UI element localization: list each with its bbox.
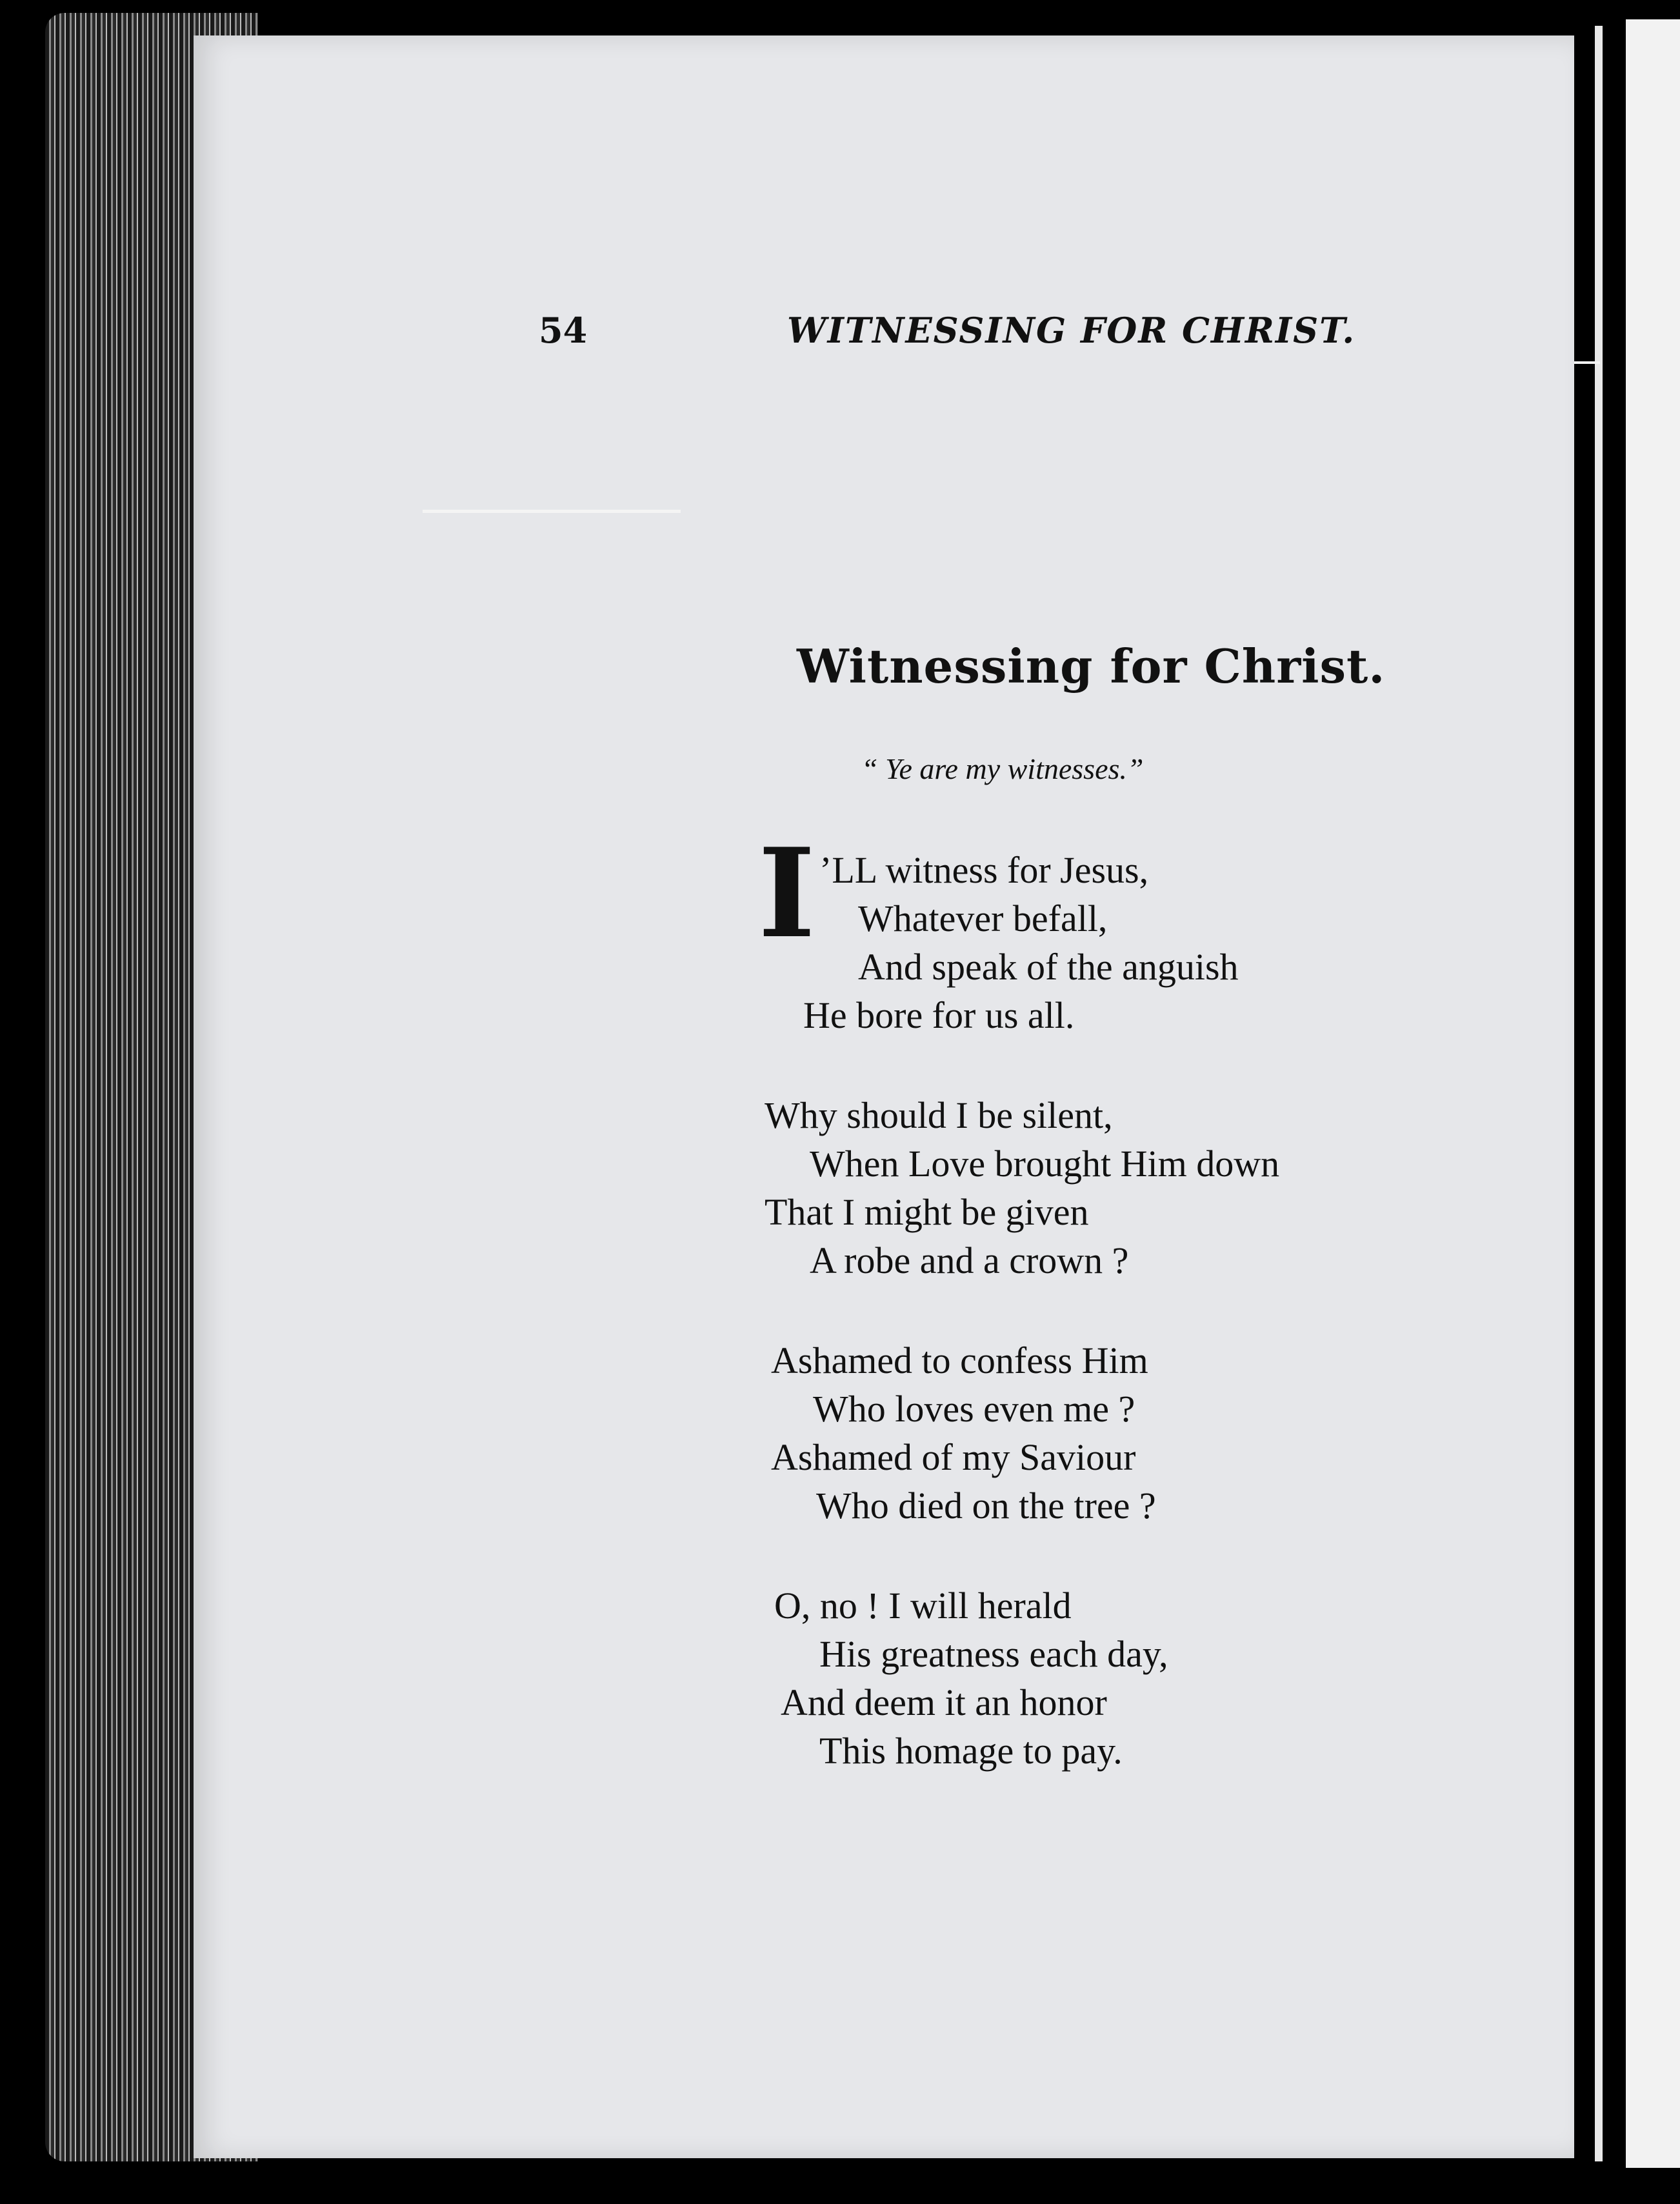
poem-line: Whatever befall,: [858, 897, 1108, 939]
scratch-mark: [1574, 361, 1600, 364]
poem-line: He bore for us all.: [803, 994, 1075, 1036]
poem-line: His greatness each day,: [819, 1633, 1168, 1675]
poem-line: And speak of the anguish: [858, 946, 1239, 988]
facing-page-edge: [1626, 19, 1680, 2168]
poem-line: Ashamed to confess Him: [771, 1339, 1148, 1381]
poem-line: That I might be given: [765, 1191, 1089, 1233]
page-number: 54: [539, 310, 588, 351]
poem-line: When Love brought Him down: [810, 1143, 1280, 1185]
poem-line: This homage to pay.: [819, 1730, 1123, 1772]
drop-cap: I: [758, 821, 815, 965]
poem-title: Witnessing for Christ.: [797, 639, 1386, 694]
epigraph: “ Ye are my witnesses.”: [861, 752, 1144, 785]
poem-line: ’LL witness for Jesus,: [819, 849, 1149, 891]
poem-line: Who loves even me ?: [813, 1388, 1135, 1430]
poem-line: Why should I be silent,: [765, 1094, 1113, 1136]
running-title: WITNESSING FOR CHRIST.: [787, 310, 1356, 351]
poem-line: Ashamed of my Saviour: [771, 1436, 1136, 1478]
poem-line: And deem it an honor: [781, 1681, 1107, 1723]
poem-line: A robe and a crown ?: [810, 1239, 1129, 1281]
scratch-mark: [423, 510, 681, 513]
poem-line: O, no ! I will herald: [774, 1585, 1072, 1627]
poem-line: Who died on the tree ?: [816, 1485, 1156, 1527]
gutter-edge: [1595, 26, 1603, 2161]
